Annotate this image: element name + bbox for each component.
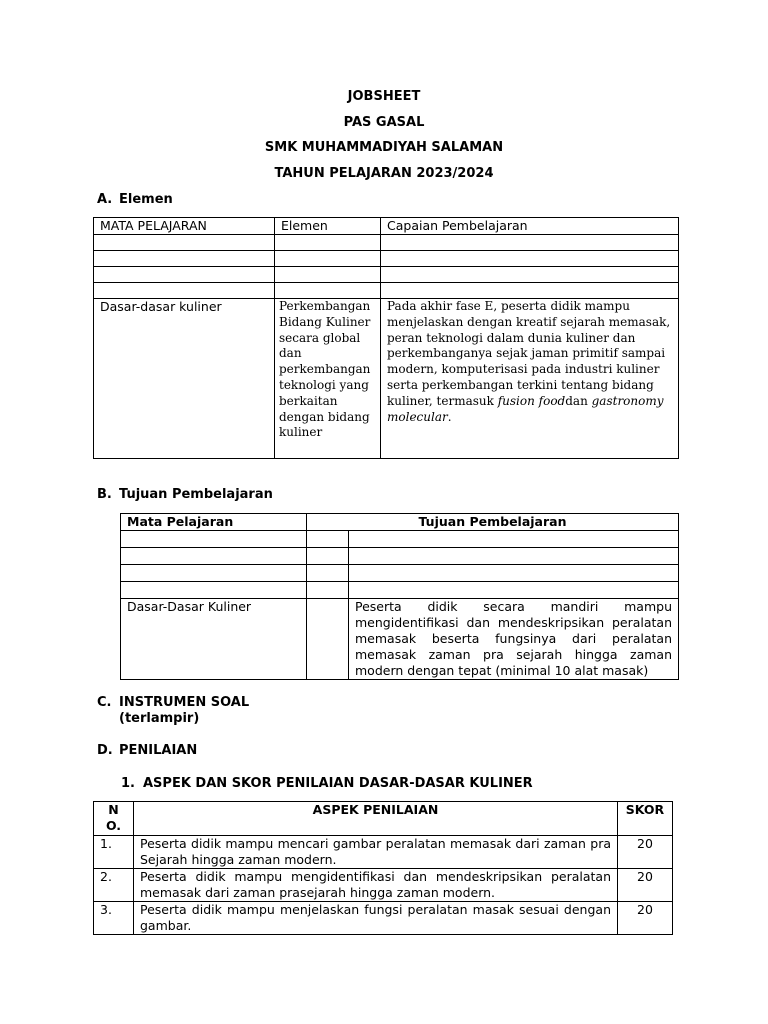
col-capaian-pembelajaran: Capaian Pembelajaran — [381, 218, 679, 235]
row-number: 1. — [94, 836, 134, 869]
achievement-text: Pada akhir fase E, peserta didik mampu menjelaskan dengan kreatif sejarah memasak, peran teknologi dalam dunia kuliner dan perkembanganya sejak jaman primitif sampai modern, komputerisasi pada industri kuliner serta perkembangan terkini tentang bidang kuliner, termasuk — [387, 299, 671, 408]
achievement-period: . — [447, 409, 452, 424]
table-row — [121, 582, 679, 599]
table-row — [94, 299, 679, 459]
section-b-heading — [97, 487, 273, 502]
achievement-italic-gastronomy: gastronomy molecular — [387, 393, 664, 424]
table-row — [94, 251, 679, 267]
objective-table — [120, 513, 679, 680]
achievement-italic-fusion: fusion food — [497, 393, 566, 408]
table-row — [94, 267, 679, 283]
assessment-table-header — [94, 802, 673, 836]
table-row — [94, 235, 679, 251]
subject-cell: Dasar-dasar kuliner — [94, 299, 275, 459]
section-c-heading — [97, 695, 249, 710]
aspect-cell: Peserta didik mampu menjelaskan fungsi peralatan masak sesuai dengan gambar. — [134, 902, 618, 935]
table-row — [121, 599, 679, 680]
objective-table-header — [121, 514, 679, 531]
achievement-cell — [381, 299, 679, 459]
section-d-sub-title: ASPEK DAN SKOR PENILAIAN DASAR-DASAR KULINER — [143, 776, 533, 791]
aspect-cell: Peserta didik mampu mencari gambar peralatan memasak dari zaman pra Sejarah hingga zaman modern. — [134, 836, 618, 869]
section-a-heading — [97, 192, 173, 207]
doc-title-jobsheet: JOBSHEET — [347, 89, 421, 104]
table-row — [121, 565, 679, 582]
section-b-letter: B. — [97, 487, 112, 502]
row-number: 3. — [94, 902, 134, 935]
section-a-title: Elemen — [119, 192, 173, 207]
element-cell: Perkembangan Bidang Kuliner secara global dan perkembangan teknologi yang berkaitan dengan bidang kuliner — [275, 299, 381, 459]
achievement-text-dan: dan — [565, 393, 592, 408]
table-row — [121, 548, 679, 565]
section-d-sub-number: 1. — [121, 776, 135, 791]
section-d-letter: D. — [97, 743, 113, 758]
aspect-cell: Peserta didik mampu mengidentifikasi dan mendeskripsikan peralatan memasak dari zaman prasejarah hingga zaman modern. — [134, 869, 618, 902]
section-c-subtitle: (terlampir) — [119, 711, 200, 726]
table-row — [121, 531, 679, 548]
assessment-table — [93, 801, 673, 935]
table-row — [94, 902, 673, 935]
table-row — [94, 283, 679, 299]
col-skor: SKOR — [618, 802, 673, 836]
col-aspek-penilaian: ASPEK PENILAIAN — [134, 802, 618, 836]
objective-cell: Peserta didik secara mandiri mampu mengidentifikasi dan mendeskripsikan peralatan memasak beserta fungsinya dari peralatan memasak zaman pra sejarah hingga zaman modern dengan tepat (minimal 10 alat masak) — [349, 599, 679, 680]
element-table — [93, 217, 679, 459]
col-no: N O. — [94, 802, 134, 836]
subject-cell: Dasar-Dasar Kuliner — [121, 599, 307, 680]
doc-title-year: TAHUN PELAJARAN 2023/2024 — [274, 166, 494, 181]
section-c-letter: C. — [97, 695, 112, 710]
doc-title-school: SMK MUHAMMADIYAH SALAMAN — [264, 140, 504, 155]
col-mata-pelajaran: MATA PELAJARAN — [94, 218, 275, 235]
col-tujuan-pembelajaran: Tujuan Pembelajaran — [307, 514, 679, 531]
section-c-title: INSTRUMEN SOAL — [119, 695, 250, 710]
section-d-title: PENILAIAN — [119, 743, 198, 758]
element-table-header — [94, 218, 679, 235]
section-d-subheading — [121, 776, 533, 791]
score-cell: 20 — [618, 836, 673, 869]
table-row — [94, 836, 673, 869]
section-a-letter: A. — [97, 192, 113, 207]
score-cell: 20 — [618, 869, 673, 902]
section-b-title: Tujuan Pembelajaran — [119, 487, 273, 502]
col-mata-pelajaran: Mata Pelajaran — [121, 514, 307, 531]
col-elemen: Elemen — [275, 218, 381, 235]
doc-title-pas-gasal: PAS GASAL — [343, 115, 425, 130]
table-row — [94, 869, 673, 902]
row-number: 2. — [94, 869, 134, 902]
score-cell: 20 — [618, 902, 673, 935]
section-d-heading — [97, 743, 197, 758]
